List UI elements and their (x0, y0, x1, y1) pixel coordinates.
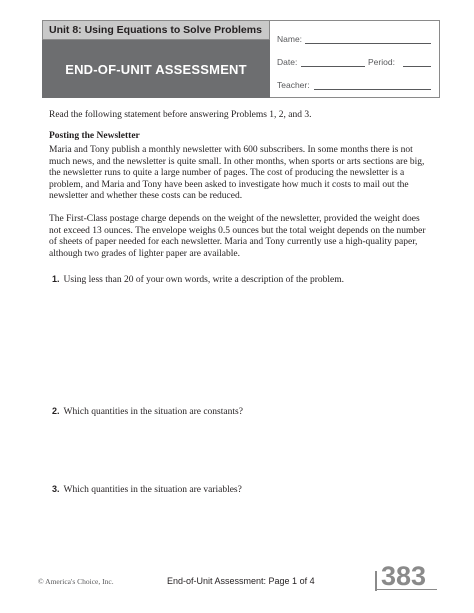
question-text: Using less than 20 of your own words, write a description of the problem. (63, 275, 344, 285)
unit-title: Unit 8: Using Equations to Solve Problems (42, 20, 270, 40)
posting-section (49, 131, 427, 143)
period-field[interactable] (403, 66, 431, 67)
date-label: Date: (277, 57, 298, 67)
question-3 (52, 484, 242, 497)
paragraph-1: Maria and Tony publish a monthly newsletter with 600 subscribers. In some months there is not much news, and the newsletter is quite small. In other months, when sports or arts sections are big, the newsletter runs to quite a large number of pages. The cost of producing the newsletter is a problem, and Maria and Tony have been asked to investigate how much it costs to mail out the newsletter and whether these costs can be reduced. (49, 145, 425, 202)
period-label: Period: (368, 57, 395, 67)
question-2 (52, 406, 243, 419)
copyright-notice: © America's Choice, Inc. (38, 577, 114, 586)
paragraph-postage (49, 214, 427, 260)
name-field[interactable] (305, 43, 431, 44)
page-number: 383 (381, 561, 427, 591)
footer-divider (375, 571, 377, 591)
intro-sentence: Read the following statement before answering Problems 1, 2, and 3. (49, 110, 312, 120)
intro-text (49, 110, 427, 122)
teacher-label: Teacher: (277, 80, 310, 90)
section-heading: Posting the Newsletter (49, 131, 140, 141)
question-text: Which quantities in the situation are constants? (63, 407, 243, 417)
name-label: Name: (277, 34, 303, 44)
question-number: 3. (52, 484, 60, 494)
paragraph-2: The First-Class postage charge depends on the weight of the newsletter, provided the weight does not exceed 13 ounces. The envelope weighs 0.5 ounces but the total weight depends on the number of sheets of paper needed for each newsletter. Maria and Tony currently use a high-quality paper, although two grades of lighter paper are available. (49, 214, 426, 259)
teacher-field[interactable] (314, 89, 431, 90)
date-field[interactable] (301, 66, 365, 67)
assessment-header (42, 20, 440, 98)
header-title-block (42, 20, 270, 98)
question-number: 1. (52, 274, 60, 284)
question-number: 2. (52, 406, 60, 416)
assessment-title: END-OF-UNIT ASSESSMENT (42, 40, 270, 98)
student-info-box (270, 20, 440, 98)
question-text: Which quantities in the situation are variables? (63, 485, 242, 495)
paragraph-newsletter (49, 145, 427, 203)
question-1 (52, 274, 344, 287)
page-label: End-of-Unit Assessment: Page 1 of 4 (167, 576, 315, 586)
